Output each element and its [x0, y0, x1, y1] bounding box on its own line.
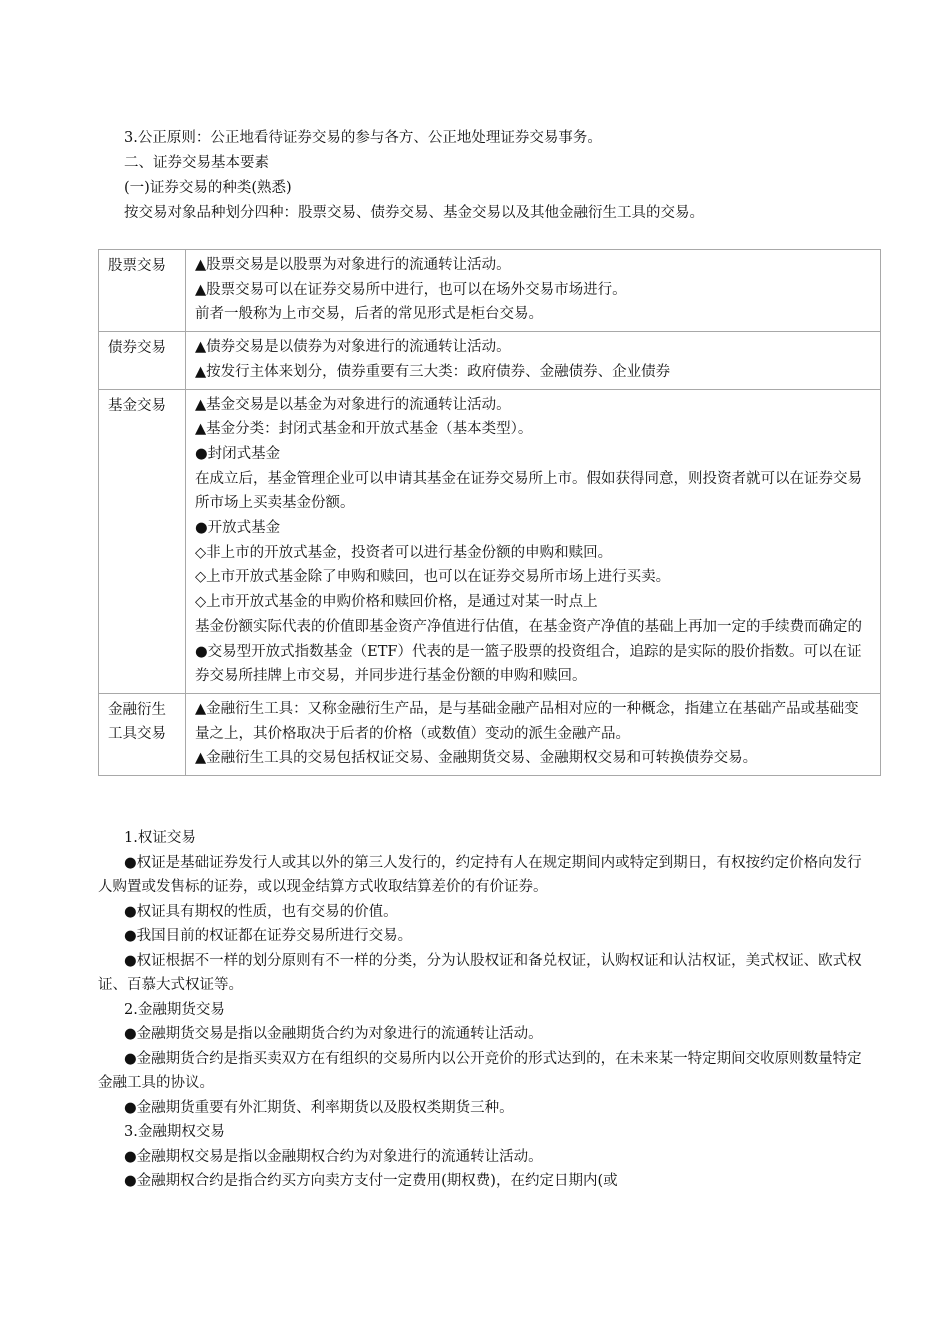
category-cell: 基金交易 [99, 389, 186, 693]
paragraph: ●金融期货重要有外汇期货、利率期货以及股权类期货三种。 [124, 1099, 514, 1116]
paragraph-classification: 按交易对象品种划分四种：股票交易、债券交易、基金交易以及其他金融衍生工具的交易。 [124, 205, 704, 221]
cell-line: ▲按发行主体来划分，债券重要有三大类：政府债券、金融债券、企业债券 [195, 363, 671, 380]
cell-line: ◇上市开放式基金除了申购和赎回，也可以在证券交易所市场上进行买卖。 [195, 569, 671, 586]
category-cell: 债券交易 [99, 332, 186, 389]
cell-line: ▲债券交易是以债券为对象进行的流通转让活动。 [195, 339, 511, 356]
cell-line: ●交易型开放式指数基金（ETF）代表的是一篮子股票的投资组合，追踪的是实际的股价指数。可以在证券交易所挂牌上市交易，并同步进行基金份额的申购和赎回。 [195, 643, 862, 685]
body-section [98, 826, 863, 1194]
cell-line: ●开放式基金 [195, 520, 281, 537]
cell-line: 基金份额实际代表的价值即基金资产净值进行估值，在基金资产净值的基础上再加一定的手续费而确定的 [195, 618, 862, 635]
cell-line: 前者一般称为上市交易，后者的常见形式是柜台交易。 [195, 306, 543, 323]
paragraph: ●金融期货合约是指买卖双方在有组织的交易所内以公开竞价的形式达到的，在未来某一特定期间交收原则数量特定金融工具的协议。 [98, 1050, 862, 1091]
description-cell [186, 332, 881, 389]
heading-trade-types: (一)证券交易的种类(熟悉) [124, 180, 292, 196]
cell-line: ▲金融衍生工具的交易包括权证交易、金融期货交易、金融期权交易和可转换债券交易。 [195, 750, 758, 767]
table-row-stock [99, 250, 881, 332]
paragraph: ●权证根据不一样的划分原则有不一样的分类，分为认股权证和备兑权证，认购权证和认沽权证，美式权证、欧式权证、百慕大式权证等。 [98, 952, 862, 993]
paragraph: ●权证具有期权的性质，也有交易的价值。 [124, 903, 398, 920]
trade-types-table [98, 249, 881, 776]
heading-futures: 2.金融期货交易 [124, 1001, 225, 1018]
table-row-bond [99, 332, 881, 389]
paragraph: ●我国目前的权证都在证券交易所进行交易。 [124, 928, 413, 944]
paragraph: ●金融期货交易是指以金融期货合约为对象进行的流通转让活动。 [124, 1026, 543, 1042]
paragraph-principle: 3.公正原则：公正地看待证券交易的参与各方、公正地处理证券交易事务。 [124, 130, 602, 146]
paragraph: ●金融期权交易是指以金融期权合约为对象进行的流通转让活动。 [124, 1148, 543, 1165]
table-row-derivatives [99, 693, 881, 775]
paragraph: ●权证是基础证券发行人或其以外的第三人发行的，约定持有人在规定期间内或特定到期日，有权按约定价格向发行人购置或发售标的证券，或以现金结算方式收取结算差价的有价证券。 [98, 854, 862, 895]
cell-line: ▲股票交易可以在证券交易所中进行，也可以在场外交易市场进行。 [195, 281, 627, 298]
description-cell [186, 389, 881, 693]
paragraph: ●金融期权合约是指合约买方向卖方支付一定费用(期权费)，在约定日期内(或 [124, 1173, 618, 1189]
heading-warrant: 1.权证交易 [124, 830, 196, 846]
heading-options: 3.金融期权交易 [124, 1124, 225, 1140]
cell-line: ▲金融衍生工具：又称金融衍生产品，是与基础金融产品相对应的一种概念，指建立在基础产品或基础变量之上，其价格取决于后者的价格（或数值）变动的派生金融产品。 [195, 700, 859, 742]
cell-line: ▲基金分类：封闭式基金和开放式基金（基本类型）。 [195, 421, 533, 438]
description-cell [186, 250, 881, 332]
category-cell: 金融衍生工具交易 [99, 693, 186, 775]
cell-line: 在成立后，基金管理企业可以申请其基金在证券交易所上市。假如获得同意，则投资者就可以在证券交易所市场上买卖基金份额。 [195, 470, 862, 512]
cell-line: ◇非上市的开放式基金，投资者可以进行基金份额的申购和赎回。 [195, 544, 613, 561]
table-row-fund [99, 389, 881, 693]
intro-section [98, 126, 888, 226]
cell-line: ▲股票交易是以股票为对象进行的流通转让活动。 [195, 257, 511, 273]
heading-section-two: 二、证券交易基本要素 [124, 155, 269, 171]
description-cell [186, 693, 881, 775]
cell-line: ●封闭式基金 [195, 445, 281, 462]
cell-line: ◇上市开放式基金的申购价格和赎回价格，是通过对某一时点上 [195, 594, 598, 611]
cell-line: ▲基金交易是以基金为对象进行的流通转让活动。 [195, 396, 511, 413]
category-cell: 股票交易 [99, 250, 186, 332]
